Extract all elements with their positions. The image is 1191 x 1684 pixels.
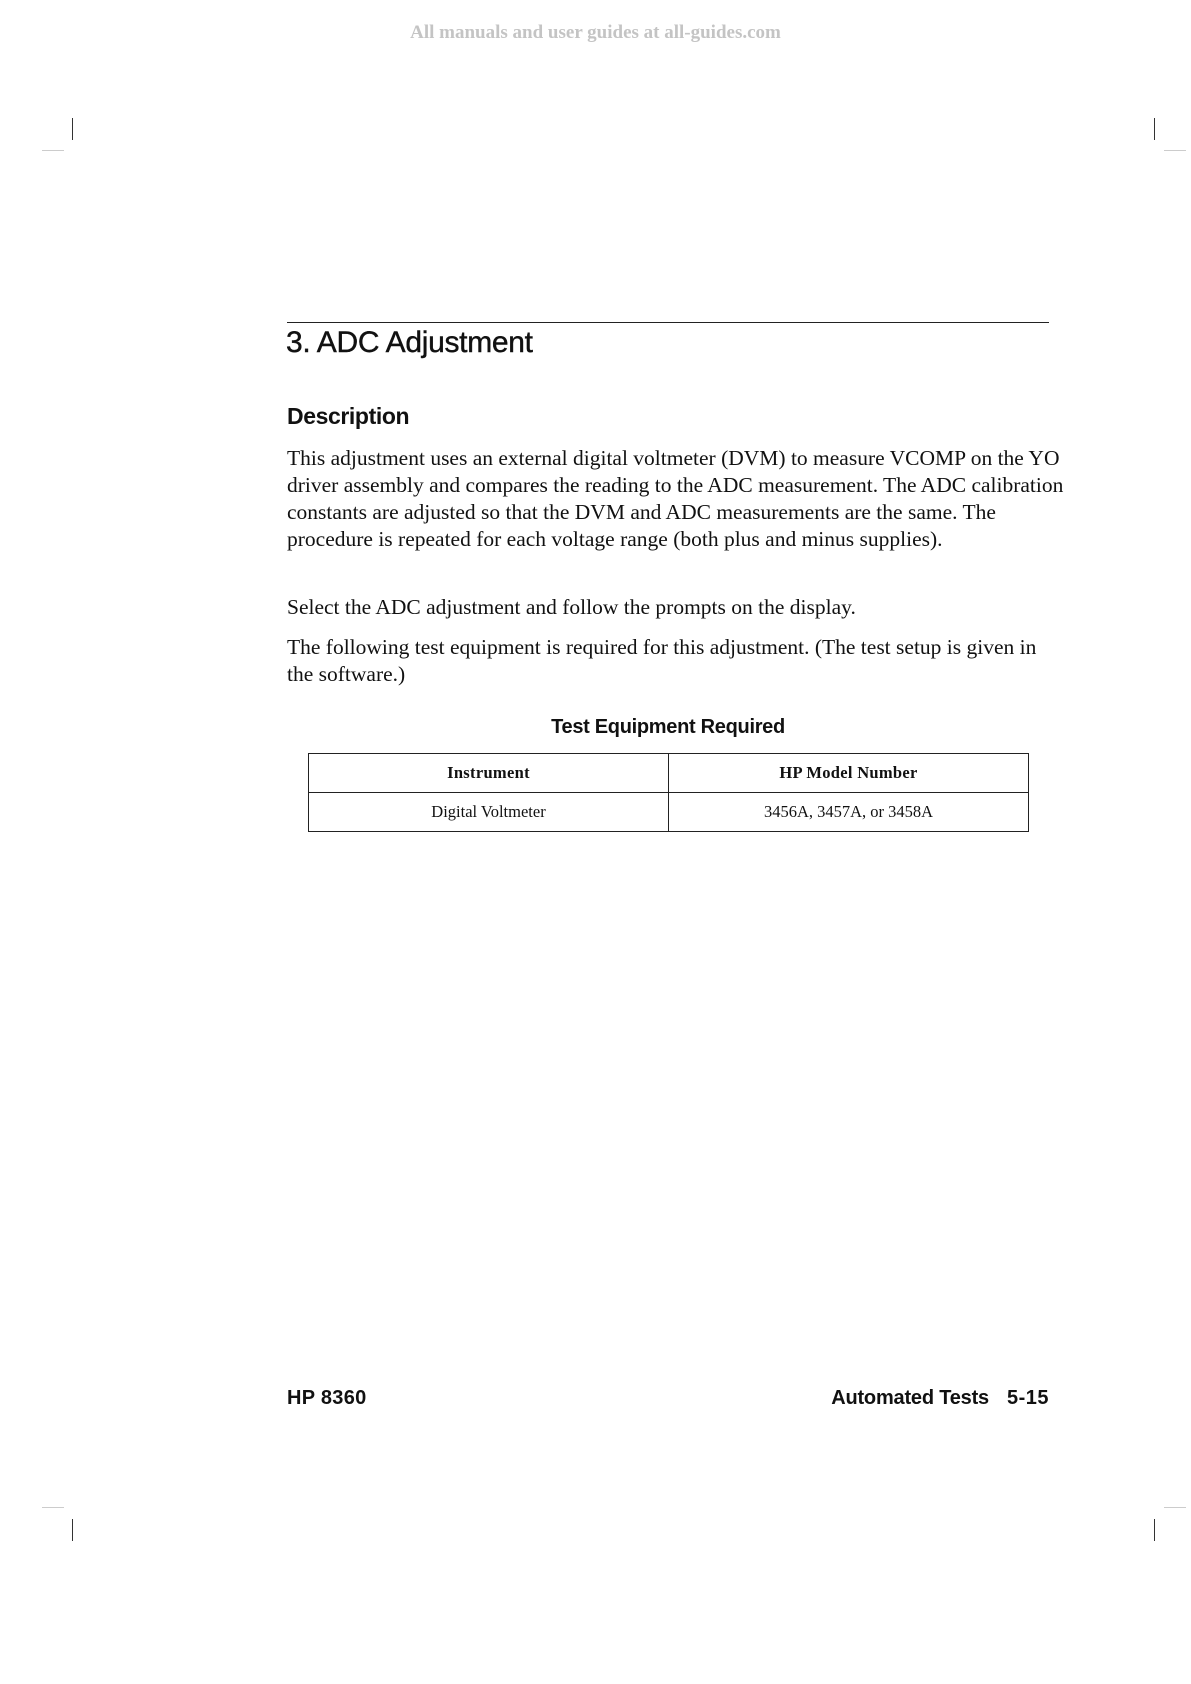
table-caption: Test Equipment Required	[551, 716, 785, 738]
instruction-paragraph: Select the ADC adjustment and follow the prompts on the display.	[287, 595, 856, 619]
table-row	[309, 793, 1029, 832]
crop-mark-top-left-h	[42, 150, 64, 151]
footer-section	[831, 1387, 1049, 1410]
crop-mark-bottom-right	[1154, 1519, 1155, 1541]
footer-product: HP 8360	[287, 1387, 367, 1409]
header-model-number: HP Model Number	[669, 754, 1029, 793]
test-equipment-table	[308, 753, 1029, 832]
header-instrument: Instrument	[309, 754, 669, 793]
crop-mark-top-right	[1154, 118, 1155, 140]
crop-mark-top-right-h	[1164, 150, 1186, 151]
cell-instrument: Digital Voltmeter	[309, 793, 669, 832]
crop-mark-bottom-left-h	[42, 1507, 64, 1508]
equipment-intro-paragraph: The following test equipment is required for this adjustment. (The test setup is given in the software.)	[287, 635, 1037, 686]
title-rule	[287, 322, 1049, 323]
footer-section-title: Automated Tests	[831, 1387, 989, 1409]
crop-mark-bottom-right-h	[1164, 1507, 1186, 1508]
crop-mark-bottom-left	[72, 1519, 73, 1541]
table-header-row	[309, 754, 1029, 793]
chapter-title: 3. ADC Adjustment	[286, 326, 533, 359]
cell-model-number: 3456A, 3457A, or 3458A	[669, 793, 1029, 832]
description-paragraph: This adjustment uses an external digital voltmeter (DVM) to measure VCOMP on the YO driver assembly and compares the reading to the ADC measurement. The ADC calibration constants are adjusted so that the DVM and ADC measurements are the same. The procedure is repeated for each voltage range (both plus and minus supplies).	[287, 446, 1064, 551]
page-number: 5-15	[1006, 1387, 1049, 1409]
watermark: All manuals and user guides at all-guides.com	[410, 22, 781, 43]
crop-mark-top-left	[72, 118, 73, 140]
description-heading: Description	[287, 403, 410, 429]
